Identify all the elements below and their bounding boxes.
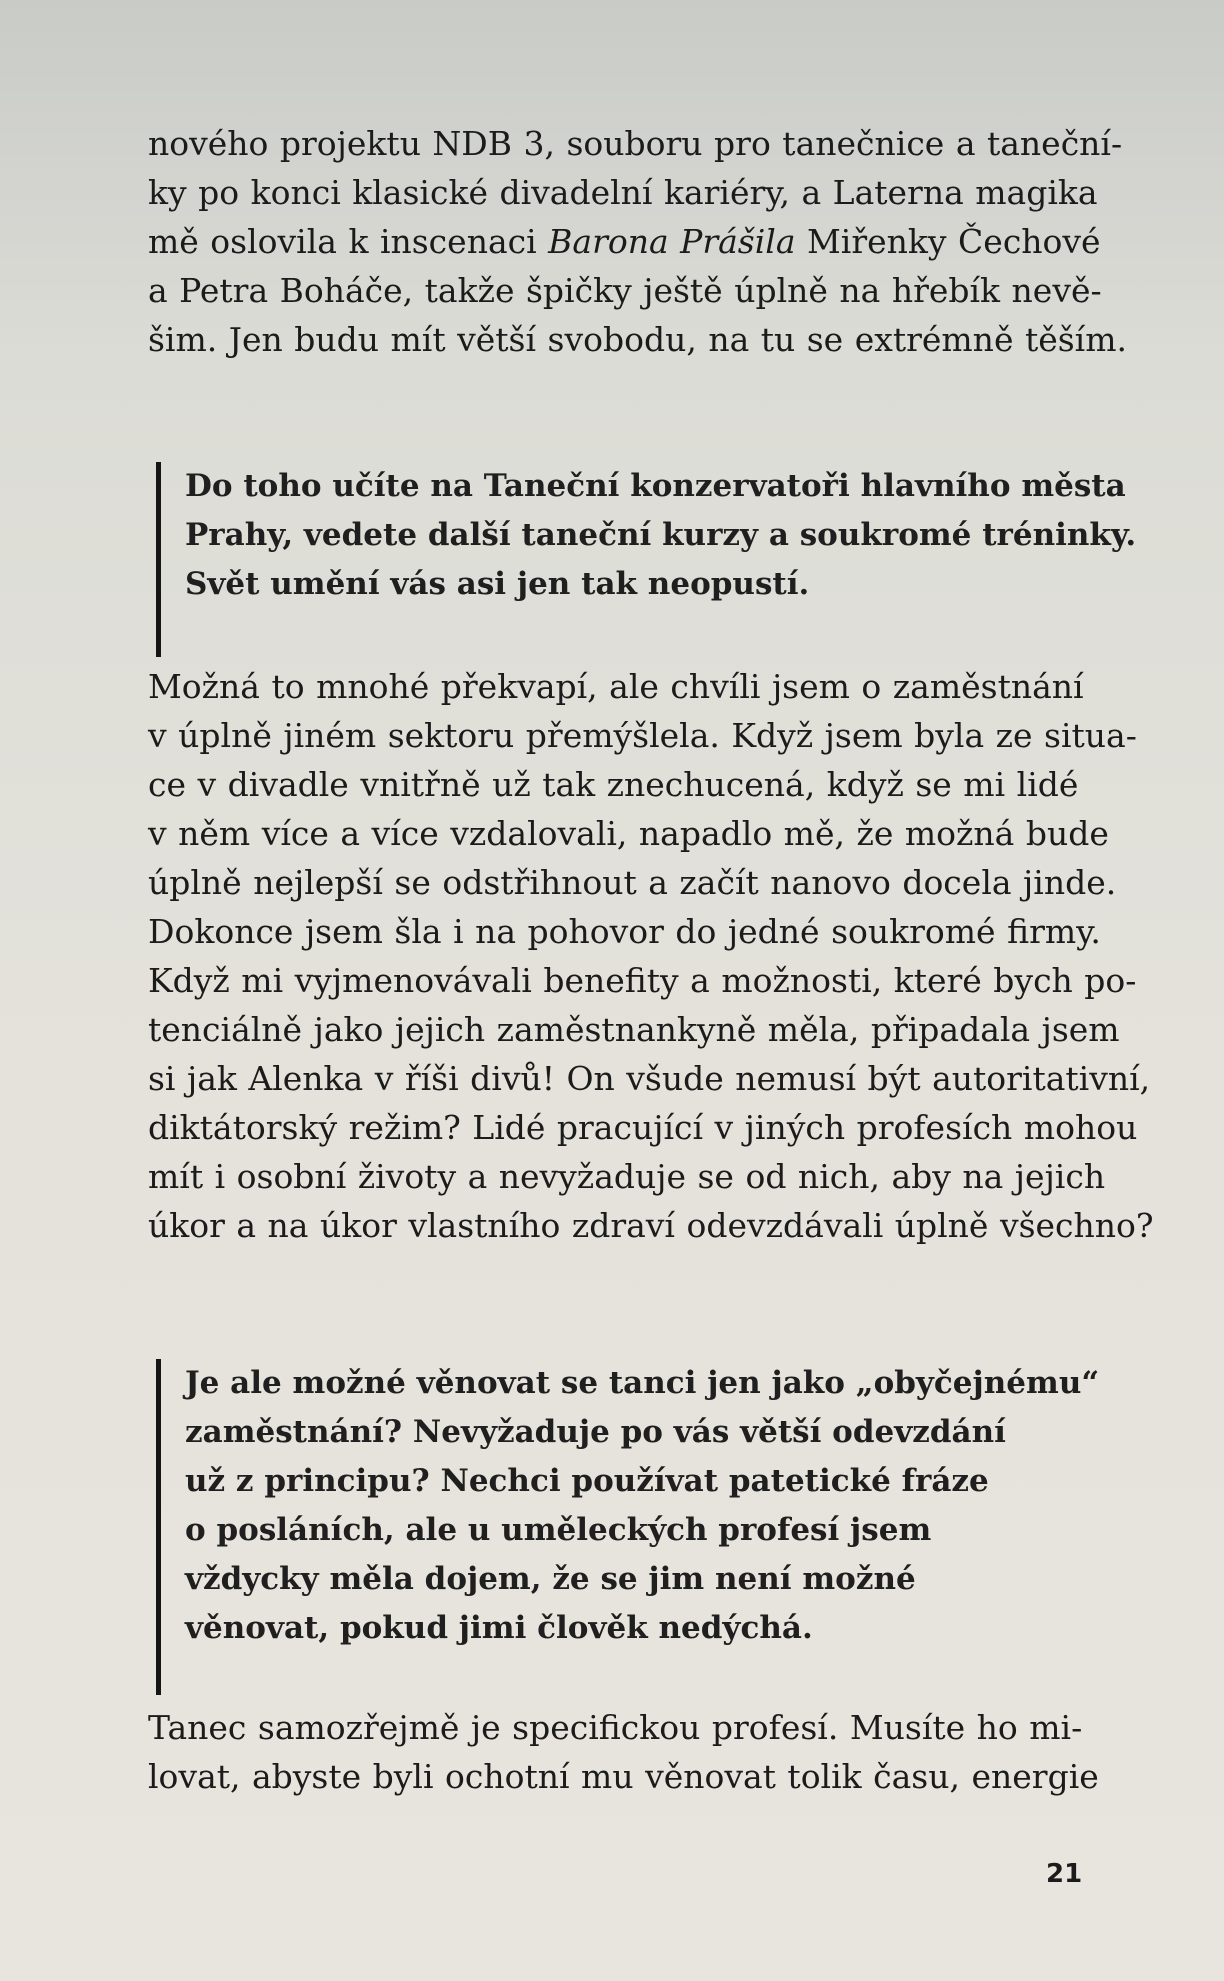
text-segment: Miřenky Čechové <box>795 222 1101 261</box>
text-line <box>148 217 1101 266</box>
question-line: vždycky měla dojem, že se jim není možné <box>185 1561 916 1597</box>
text-line: šim. Jen budu mít větší svobodu, na tu se extrémně těším. <box>148 320 1128 359</box>
question-line: už z principu? Nechci používat patetické fráze <box>185 1463 989 1499</box>
question-line: Svět umění vás asi jen tak neopustí. <box>185 566 810 602</box>
question-line: o posláních, ale u uměleckých profesí jsem <box>185 1512 932 1548</box>
text-line: v něm více a více vzdalovali, napadlo mě, že možná bude <box>148 814 1109 853</box>
text-line: lovat, abyste byli ochotní mu věnovat tolik času, energie <box>148 1757 1099 1796</box>
question-line: věnovat, pokud jimi člověk nedýchá. <box>185 1610 813 1646</box>
question-line: Prahy, vedete další taneční kurzy a soukromé tréninky. <box>185 517 1137 553</box>
text-line: diktátorský režim? Lidé pracující v jiných profesích mohou <box>148 1108 1138 1147</box>
question-line: Do toho učíte na Taneční konzervatoři hlavního města <box>185 468 1126 504</box>
text-line: tenciálně jako jejich zaměstnankyně měla, připadala jsem <box>148 1010 1120 1049</box>
text-line: Tanec samozřejmě je specifickou profesí. Musíte ho mi- <box>148 1708 1083 1747</box>
text-line: v úplně jiném sektoru přemýšlela. Když jsem byla ze situa- <box>148 716 1137 755</box>
text-line: ky po konci klasické divadelní kariéry, a Laterna magika <box>148 173 1098 212</box>
text-line: úplně nejlepší se odstřihnout a začít nanovo docela jinde. <box>148 863 1117 902</box>
paragraph-answer-3 <box>148 1703 1099 1801</box>
text-line: nového projektu NDB 3, souboru pro tanečnice a taneční- <box>148 124 1123 163</box>
question-line: zaměstnání? Nevyžaduje po vás větší odevzdání <box>185 1414 1006 1450</box>
interview-question-1 <box>156 462 1136 657</box>
text-line: Když mi vyjmenovávali benefity a možnosti, které bych po- <box>148 961 1137 1000</box>
text-line: Možná to mnohé překvapí, ale chvíli jsem o zaměstnání <box>148 667 1084 706</box>
italic-title: Barona Prášila <box>548 222 796 261</box>
text-line: Dokonce jsem šla i na pohovor do jedné soukromé firmy. <box>148 912 1101 951</box>
question-line: Je ale možné věnovat se tanci jen jako „obyčejnému“ <box>185 1365 1100 1401</box>
page-number: 21 <box>1046 1859 1083 1889</box>
interview-question-2 <box>156 1359 1099 1695</box>
text-line: ce v divadle vnitřně už tak znechucená, když se mi lidé <box>148 765 1079 804</box>
text-segment: mě oslovila k inscenaci <box>148 222 549 261</box>
text-line: a Petra Boháče, takže špičky ještě úplně na hřebík nevě- <box>148 271 1102 310</box>
text-line: úkor a na úkor vlastního zdraví odevzdávali úplně všechno? <box>148 1206 1154 1245</box>
paragraph-answer-continued <box>148 119 1128 364</box>
paragraph-answer-2 <box>148 662 1154 1250</box>
text-line: si jak Alenka v říši divů! On všude nemusí být autoritativní, <box>148 1059 1151 1098</box>
text-line: mít i osobní životy a nevyžaduje se od nich, aby na jejich <box>148 1157 1106 1196</box>
